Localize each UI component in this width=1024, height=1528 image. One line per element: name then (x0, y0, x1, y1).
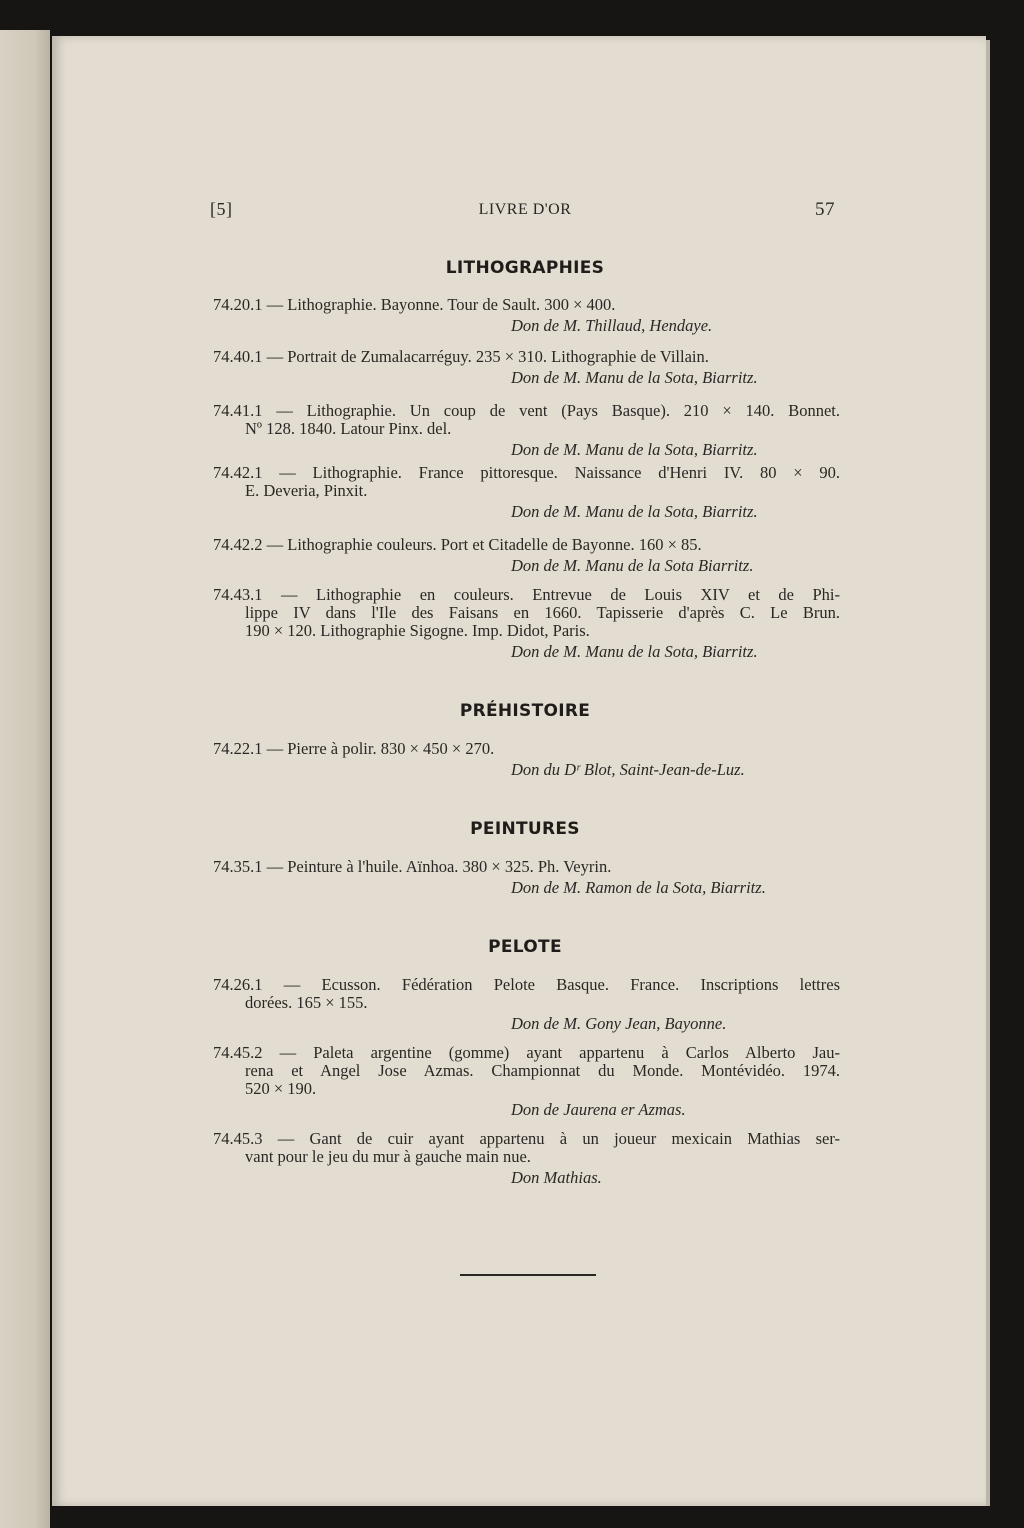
entry-description-continued: vant pour le jeu du mur à gauche main nue. (245, 1147, 531, 1166)
entry-description-continued: Nº 128. 1840. Latour Pinx. del. (245, 419, 452, 438)
entry-donor: Don de Jaurena er Azmas. (511, 1100, 686, 1119)
catalogue-entry (213, 464, 840, 521)
catalogue-entry (213, 402, 840, 459)
entry-description-continued: E. Deveria, Pinxit. (245, 481, 368, 500)
entry-description: 74.22.1 — Pierre à polir. 830 × 450 × 270. (213, 739, 495, 758)
entry-description-continued: lippe IV dans l'Ile des Faisans en 1660. Tapisserie d'après C. Le Brun. (245, 603, 840, 622)
section-heading: PELOTE (488, 937, 562, 957)
entry-description: 74.45.2 — Paleta argentine (gomme) ayant appartenu à Carlos Alberto Jau- (213, 1043, 840, 1062)
entry-description: 74.41.1 — Lithographie. Un coup de vent (Pays Basque). 210 × 140. Bonnet. (213, 401, 840, 420)
catalogue-entry (213, 976, 840, 1033)
entry-description: 74.26.1 — Ecusson. Fédération Pelote Basque. France. Inscriptions lettres (213, 975, 840, 994)
entry-description: 74.43.1 — Lithographie en couleurs. Entrevue de Louis XIV et de Phi- (213, 585, 840, 604)
entry-description: 74.42.2 — Lithographie couleurs. Port et Citadelle de Bayonne. 160 × 85. (213, 535, 702, 554)
entry-donor: Don de M. Gony Jean, Bayonne. (511, 1014, 727, 1033)
entry-donor: Don de M. Manu de la Sota, Biarritz. (511, 502, 758, 521)
page-number: 57 (815, 199, 835, 220)
header-section-number: [5] (210, 199, 233, 219)
catalogue-entry (213, 1130, 840, 1187)
closing-rule (460, 1274, 596, 1276)
catalogue-entry (213, 348, 840, 387)
entry-description: 74.45.3 — Gant de cuir ayant appartenu à un joueur mexicain Mathias ser- (213, 1129, 840, 1148)
section-heading: LITHOGRAPHIES (445, 258, 605, 278)
entry-description-continued: rena et Angel Jose Azmas. Championnat du Monde. Montévidéo. 1974. (245, 1061, 840, 1080)
entry-donor: Don de M. Manu de la Sota, Biarritz. (511, 642, 758, 661)
entry-description-continued: 190 × 120. Lithographie Sigogne. Imp. Didot, Paris. (245, 621, 590, 640)
entry-description: 74.35.1 — Peinture à l'huile. Aïnhoa. 380 × 325. Ph. Veyrin. (213, 857, 612, 876)
catalogue-entry (213, 536, 840, 575)
entry-description: 74.42.1 — Lithographie. France pittoresque. Naissance d'Henri IV. 80 × 90. (213, 463, 840, 482)
catalogue-entry (213, 1044, 840, 1119)
section-heading: PEINTURES (470, 819, 580, 839)
entry-description: 74.20.1 — Lithographie. Bayonne. Tour de Sault. 300 × 400. (213, 295, 616, 314)
entry-donor: Don de M. Ramon de la Sota, Biarritz. (511, 878, 766, 897)
entry-donor: Don de M. Manu de la Sota, Biarritz. (511, 440, 758, 459)
catalogue-entry (213, 740, 840, 779)
entry-description-continued: dorées. 165 × 155. (245, 993, 368, 1012)
entry-donor: Don de M. Manu de la Sota Biarritz. (511, 556, 754, 575)
catalogue-entry (213, 296, 840, 335)
entry-donor: Don Mathias. (511, 1168, 602, 1187)
entry-donor: Don du Dʳ Blot, Saint-Jean-de-Luz. (511, 760, 745, 779)
entry-description: 74.40.1 — Portrait de Zumalacarréguy. 235 × 310. Lithographie de Villain. (213, 347, 709, 366)
entry-donor: Don de M. Thillaud, Hendaye. (511, 316, 713, 335)
facing-page-edge (0, 30, 50, 1528)
catalogue-entry (213, 586, 840, 661)
entry-description-continued: 520 × 190. (245, 1079, 317, 1098)
section-heading: PRÉHISTOIRE (459, 701, 591, 721)
entry-donor: Don de M. Manu de la Sota, Biarritz. (511, 368, 758, 387)
running-title: LIVRE D'OR (478, 201, 572, 218)
catalogue-entry (213, 858, 840, 897)
